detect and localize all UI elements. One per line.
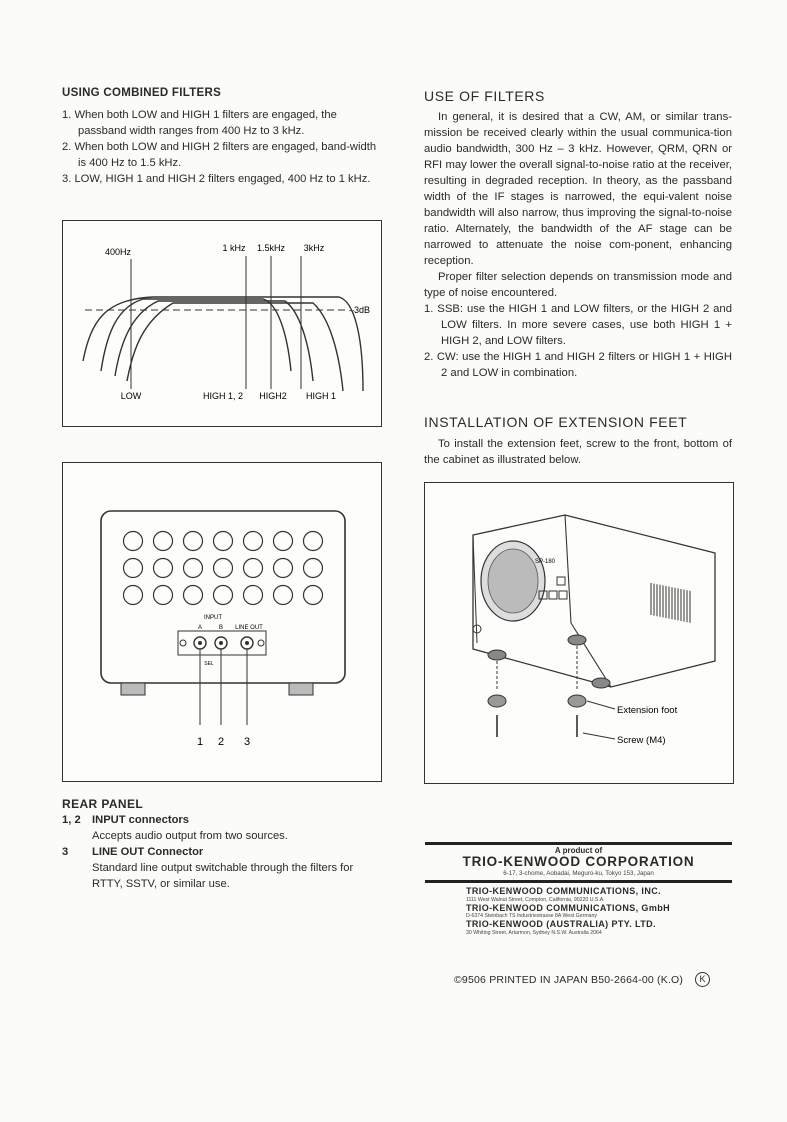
input-a-label: A — [197, 625, 203, 631]
label-1-5khz: 1.5kHz — [256, 243, 286, 253]
label-high2: HIGH2 — [259, 391, 287, 401]
callout-2: 2 — [217, 736, 225, 748]
grille-hole — [184, 559, 203, 578]
grille-hole — [124, 586, 143, 605]
grille-hole — [244, 559, 263, 578]
rear-panel-item-2-title: LINE OUT Connector — [92, 846, 204, 858]
grille-hole — [154, 586, 173, 605]
label-minus-3db: –3dB — [349, 305, 371, 315]
cabinet-edge — [565, 515, 611, 687]
callout-1: 1 — [196, 736, 204, 748]
use-of-filters-list — [424, 301, 732, 381]
paragraph: Proper filter selection depends on transmission mode and type of noise encountered. — [424, 271, 732, 299]
subsidiary-2-address: D-6374 Steinbach TS Industriestrasse 8A West Germany — [466, 913, 597, 919]
subsidiary-3: TRIO-KENWOOD (AUSTRALIA) PTY. LTD. — [466, 919, 656, 929]
label-high1: HIGH 1 — [305, 391, 337, 401]
rear-panel-drawing — [63, 463, 381, 781]
subsidiary-1-address: 1111 West Walnut Street, Compton, California, 90220 U.S.A. — [466, 897, 605, 903]
use-of-filters-body — [424, 109, 732, 381]
curve-high2 — [115, 301, 313, 381]
subsidiary-1: TRIO-KENWOOD COMMUNICATIONS, INC. — [466, 886, 662, 896]
extension-foot-right — [568, 695, 586, 707]
list-item: 2. When both LOW and HIGH 2 filters are engaged, band-width is 400 Hz to 1.5 kHz. — [62, 141, 377, 169]
grille-hole — [154, 532, 173, 551]
label-400hz: 400Hz — [104, 247, 132, 257]
rear-foot-left — [121, 683, 145, 695]
list-item: 2. CW: use the HIGH 1 and HIGH 2 filters or HIGH 1 + HIGH 2 and LOW in combination. — [424, 351, 732, 379]
k-mark: K — [695, 972, 710, 987]
list-item: 1. When both LOW and HIGH 1 filters are engaged, the passband width ranges from 400 Hz to 3 kHz. — [62, 109, 337, 137]
front-switch-3 — [559, 591, 567, 599]
grille-hole — [304, 586, 323, 605]
grille-hole — [184, 586, 203, 605]
input-b-label: B — [218, 625, 224, 631]
grille-hole — [274, 586, 293, 605]
cooling-fins — [651, 583, 690, 623]
grille-hole — [184, 532, 203, 551]
callout-3: 3 — [243, 736, 251, 748]
grille-hole — [274, 559, 293, 578]
product-of: A product of — [554, 846, 603, 855]
rear-panel-item-2-desc: Standard line output switchable through the filters for RTTY, SSTV, or similar use. — [92, 862, 354, 890]
front-switch-4 — [557, 577, 565, 585]
list-item: 1. SSB: use the HIGH 1 and LOW filters, or the HIGH 2 and LOW filters. In more severe cases, use both HIGH 1 + HIGH 2, and LOW filters. — [424, 303, 732, 347]
line-out-jack-center — [245, 641, 249, 645]
footer-rule-top — [425, 842, 732, 845]
cabinet-outline — [101, 511, 345, 683]
label-high-1-2: HIGH 1, 2 — [202, 391, 244, 401]
rear-panel-item-1-title: INPUT connectors — [92, 814, 189, 826]
rear-panel-title: REAR PANEL — [62, 797, 144, 811]
sel-label: SEL — [204, 661, 214, 667]
rear-panel-item-1-num: 1, 2 — [62, 814, 81, 826]
cabinet-foot-front-left — [488, 650, 506, 660]
input-b-jack-center — [219, 641, 223, 645]
footer-rule-bottom — [425, 880, 732, 883]
rear-panel-item-1-desc: Accepts audio output from two sources. — [92, 830, 288, 842]
printed-notice: ©9506 PRINTED IN JAPAN B50-2664-00 (K.O) — [454, 974, 684, 986]
rear-panel-figure — [62, 462, 382, 782]
leader-extension-foot — [587, 701, 615, 709]
use-of-filters-title: USE OF FILTERS — [424, 88, 545, 104]
input-label: INPUT — [204, 615, 222, 621]
combined-filters-list — [62, 108, 382, 189]
combined-filters-title: USING COMBINED FILTERS — [62, 87, 222, 99]
subsidiary-2: TRIO-KENWOOD COMMUNICATIONS, GmbH — [466, 903, 671, 913]
grille-hole — [124, 532, 143, 551]
grille-hole — [124, 559, 143, 578]
line-out-label: LINE OUT — [235, 625, 263, 631]
speaker-grille-inner — [488, 549, 538, 613]
grille-hole — [214, 532, 233, 551]
grille-hole — [244, 532, 263, 551]
paragraph: In general, it is desired that a CW, AM, or similar trans-mission be received clearly within the usual communica-tion audio bandwidth, 300 Hz – 3 kHz. However, QRM, QRN or RFI may lower the overall signal-to-noise ratio at the receiver, resulting in degraded reception. In theory, as the passband width of the IF stages is narrowed, the equi-valent noise bandwidth will also narrow, thus improving the signal-to-noise ratio. Alternately, the bandwidth of the AF stage can be narrowed to attenuate the noise com-ponent, enhancing reception. — [424, 111, 732, 267]
screw-label: Screw (M4) — [617, 735, 666, 746]
extension-foot-label: Extension foot — [617, 705, 678, 716]
corporation-address: 6-17, 3-chome, Aobadai, Meguro-ku, Tokyo 153, Japan — [503, 870, 654, 877]
installation-title: INSTALLATION OF EXTENSION FEET — [424, 414, 688, 430]
cabinet-foot-front-right — [568, 635, 586, 645]
grille-hole — [304, 559, 323, 578]
leader-screw — [583, 733, 615, 739]
grille-hole — [214, 586, 233, 605]
grille-hole — [244, 586, 263, 605]
installation-text: To install the extension feet, screw to the front, bottom of the cabinet as illustrated below. — [424, 438, 732, 466]
corporation-name: TRIO-KENWOOD CORPORATION — [462, 854, 695, 869]
plate-screw-left — [180, 640, 186, 646]
curve-high1 — [127, 303, 343, 391]
grille-hole — [154, 559, 173, 578]
grille-hole — [304, 532, 323, 551]
label-1khz: 1 kHz — [222, 243, 246, 253]
label-3khz: 3kHz — [303, 243, 325, 253]
list-item: 3. LOW, HIGH 1 and HIGH 2 filters engaged, 400 Hz to 1 kHz. — [62, 173, 371, 186]
filter-response-graph — [62, 220, 382, 427]
rear-foot-right — [289, 683, 313, 695]
grille-hole — [274, 532, 293, 551]
input-a-jack-center — [198, 641, 202, 645]
grille-hole — [214, 559, 233, 578]
cabinet-foot-rear — [592, 678, 610, 688]
filter-response-diagram — [63, 221, 381, 426]
extension-feet-figure — [424, 482, 734, 784]
extension-foot-left — [488, 695, 506, 707]
rear-panel-item-2-num: 3 — [62, 846, 69, 858]
subsidiary-3-address: 30 Whiting Street, Artarmon, Sydney N.S.W. Australia 2064 — [466, 930, 602, 936]
label-low: LOW — [120, 391, 142, 401]
speaker-grille — [124, 532, 323, 605]
model-label: SP-180 — [535, 559, 556, 565]
extension-feet-drawing — [425, 483, 733, 783]
front-switch-2 — [549, 591, 557, 599]
plate-screw-right — [258, 640, 264, 646]
